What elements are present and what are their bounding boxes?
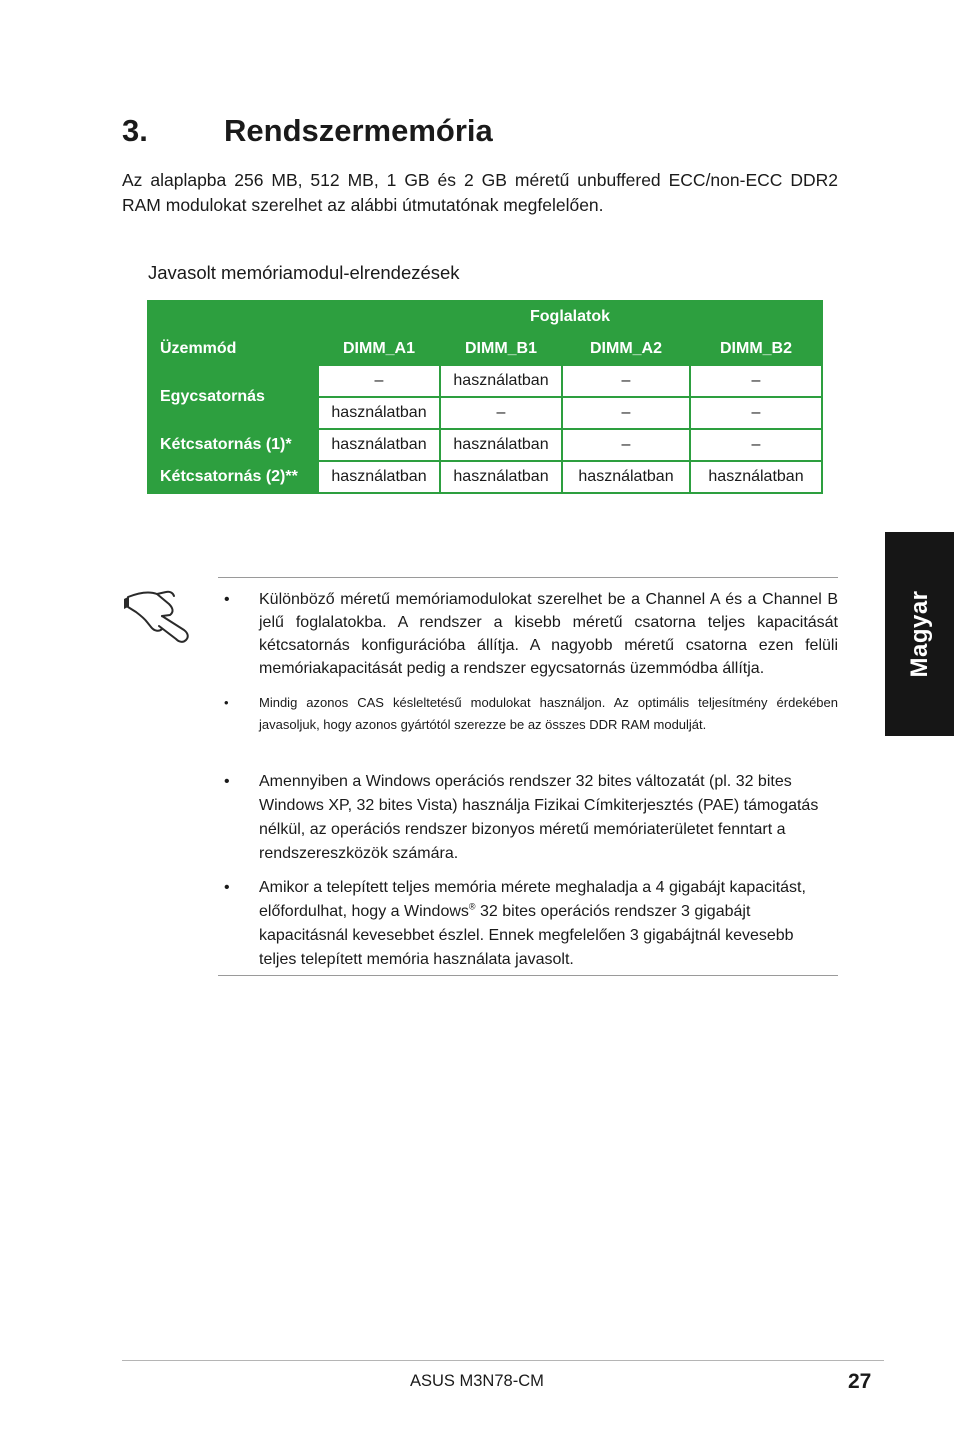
table-cell: – [690,397,822,429]
table-cell: – [690,429,822,461]
table-cell: használatban [562,461,690,493]
table-row [148,429,822,461]
table-cell: – [440,397,562,429]
slots-group-header: Foglalatok [318,301,822,333]
language-label: Magyar [905,590,933,678]
table-caption: Javasolt memóriamodul-elrendezések [148,262,460,283]
note-text: Amennyiben a Windows operációs rendszer 32 bites változatát (pl. 32 bites Windows XP, 32 bites Vista) használja Fizikai Címkiterjesztés (PAE) támogatás nélkül, az operációs rendszer bizonyos méretű memóriaterületet fenntart a rendszereszközök számára. [259,773,819,862]
footer-divider [122,1360,884,1361]
mode-label: Kétcsatornás (1)* [148,429,318,461]
mode-column-header: Üzemmód [148,333,318,365]
table-cell: használatban [440,461,562,493]
registered-mark: ® [468,901,476,912]
table-cell: használatban [440,365,562,397]
note-top-divider [218,577,838,578]
bullet-icon: • [224,879,230,896]
table-cell: használatban [440,429,562,461]
table-cell: használatban [318,461,440,493]
table-corner-cell [148,301,318,333]
table-cell: – [562,365,690,397]
note-item [224,692,838,735]
table-group-header-row [148,301,822,333]
note-item [224,588,838,680]
table-cell: használatban [318,397,440,429]
pointing-hand-icon-graphic [122,582,196,644]
table-cell: – [562,397,690,429]
note-text [259,876,819,972]
note-text: Különböző méretű memóriamodulokat szerelhet be a Channel A és a Channel B jelű foglalatokba. A rendszer a kisebb méretű csatorna teljes kapacitását kétcsatornás konfigurációba állítja. A nagyobb méretű csatorna ezen felüli memóriakapacitását pedig a rendszer egycsatornás üzemmódba állítja. [259,591,838,677]
bullet-icon: • [224,591,230,608]
section-number: 3. [122,113,148,148]
note-text-part: Amikor a telepített teljes memória mérete meghaladja a 4 gigabájt kapacitást, előfordulhat, hogy a Windows [259,879,806,920]
intro-paragraph: Az alaplapba 256 MB, 512 MB, 1 GB és 2 GB méretű unbuffered ECC/non-ECC DDR2 RAM modulokat szerelhet az alábbi útmutatónak megfelelően. [122,170,838,215]
table-row [148,365,822,397]
table-cell: – [690,365,822,397]
note-item [224,770,838,866]
slot-header-dimm-b1: DIMM_B1 [440,333,562,365]
note-text: Mindig azonos CAS késleltetésű modulokat használjon. Az optimális teljesítmény érdekében javasoljuk, hogy azonos gyártótól szerezze be az összes DDR RAM modulját. [259,695,838,732]
note-text-part: 32 bites operációs rendszer 3 gigabájt kapacitásnál kevesebbet észlel. Ennek megfelelően 3 gigabájtnál kevesebb teljes telepített memória használata javasolt. [259,903,794,968]
note-item [224,876,838,972]
slot-header-dimm-b2: DIMM_B2 [690,333,822,365]
note-bottom-divider [218,975,838,976]
table-row [148,461,822,493]
table-cell: használatban [318,429,440,461]
slot-header-dimm-a1: DIMM_A1 [318,333,440,365]
page-number: 27 [848,1370,872,1393]
pointing-hand-icon [122,582,196,644]
bullet-icon: • [224,773,230,790]
slot-header-dimm-a2: DIMM_A2 [562,333,690,365]
table-header-row [148,333,822,365]
bullet-icon: • [224,695,229,710]
section-title: Rendszermemória [224,113,493,148]
mode-label: Kétcsatornás (2)** [148,461,318,493]
mode-label: Egycsatornás [148,365,318,429]
footer-model-name: ASUS M3N78-CM [410,1372,544,1390]
table-cell: – [562,429,690,461]
table-cell: használatban [690,461,822,493]
memory-config-table [147,300,823,494]
language-side-tab [885,532,954,736]
table-cell: – [318,365,440,397]
